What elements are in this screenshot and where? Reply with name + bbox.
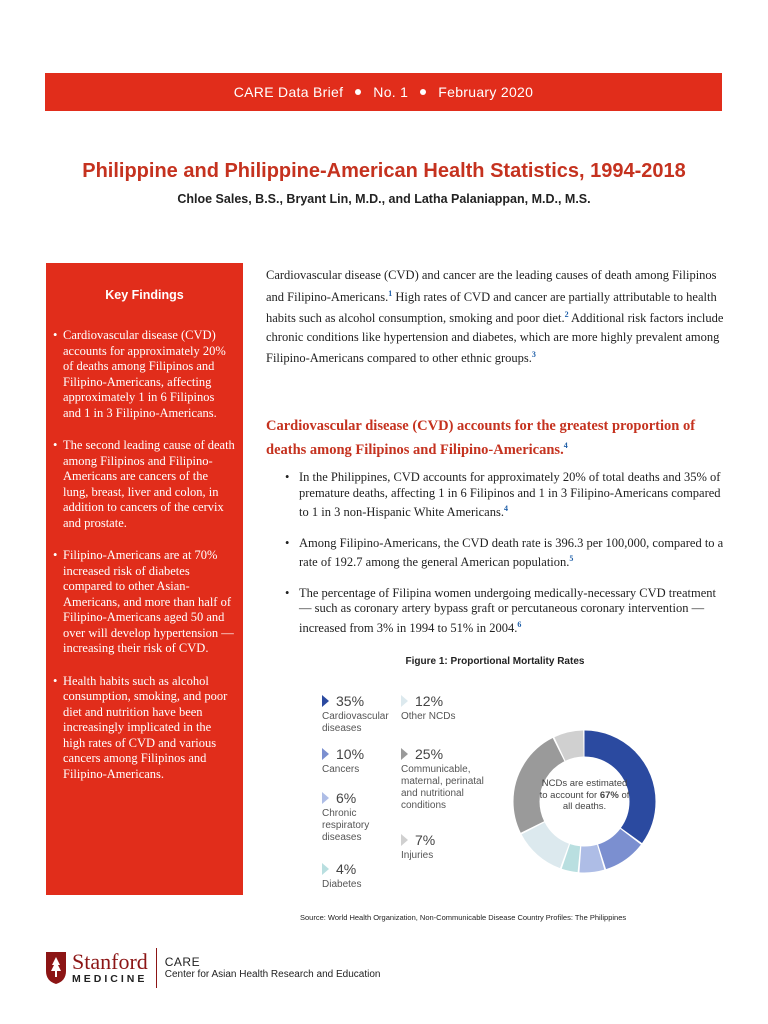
header-banner bbox=[45, 73, 722, 111]
reference-link[interactable]: 5 bbox=[569, 554, 574, 564]
bullet-icon: • bbox=[285, 470, 290, 484]
stat-other-ncds: 12% Other NCDs bbox=[401, 693, 456, 722]
stat-cancers: 10% Cancers bbox=[322, 746, 365, 775]
stat-chronic-respiratory: 6% Chronic respiratory diseases bbox=[322, 790, 370, 843]
reference-link[interactable]: 3 bbox=[531, 350, 536, 360]
separator-dot bbox=[420, 89, 426, 95]
bullet-icon: • bbox=[53, 328, 58, 342]
list-item: • Cardiovascular disease (CVD) accounts for approximately 20% of deaths among Filipinos and Filipino-Americans, affecting approximately 1 in 6 Filipinos and 1 in 3 Filipino-Americans. bbox=[53, 328, 226, 420]
key-findings-panel bbox=[46, 263, 243, 895]
figure-title: Figure 1: Proportional Mortality Rates bbox=[405, 656, 585, 667]
list-item: • Health habits such as alcohol consumption, smoking, and poor diet and nutrition have been increasingly implicated in the high rates of CVD and various cancers among Filipinos and Filipino-Americans. bbox=[53, 673, 228, 781]
stat-injuries: 7% Injuries bbox=[401, 832, 436, 861]
cvd-facts-list bbox=[285, 470, 725, 651]
brief-series: CARE Data Brief bbox=[233, 84, 344, 100]
list-item: • The second leading cause of death among Filipinos and Filipino-Americans are cancers of the lung, breast, liver and colon, in addition to cancers of the cervix and prostate. bbox=[53, 438, 235, 530]
triangle-marker-icon bbox=[401, 834, 408, 846]
list-item: • Filipino-Americans are at 70% increased risk of diabetes compared to other Asian-Americans, and more than half of Filipino-Americans aged 50 and over will develop hypertension — increasing their risk of CVD. bbox=[53, 548, 234, 655]
triangle-marker-icon bbox=[401, 748, 408, 760]
page-title: Philippine and Philippine-American Health Statistics, 1994-2018 bbox=[82, 160, 686, 182]
triangle-marker-icon bbox=[322, 748, 329, 760]
bullet-icon: • bbox=[53, 438, 58, 452]
intro-paragraph: Cardiovascular disease (CVD) and cancer are the leading causes of death among Filipinos and Filipino-Americans.$^1$ High rates of CVD and cancer are partially attributable to health habits such as alcohol consumption, smoking and poor diet.$^2$ Additional risk factors include chronic conditions like hypertension and diabetes, which are more highly prevalent among Filipino-Americans compared to other ethnic groups.$^3$ bbox=[266, 268, 724, 366]
section-heading: Cardiovascular disease (CVD) accounts for the greatest proportion of deaths among Filipinos and Filipino-Americans.$^4$ bbox=[266, 418, 696, 458]
key-findings-list bbox=[46, 328, 243, 782]
bullet-icon: • bbox=[53, 673, 58, 688]
separator-dot bbox=[355, 89, 361, 95]
figure-source: Source: World Health Organization, Non-Communicable Disease Country Profiles: The Philippines bbox=[300, 913, 627, 922]
list-item: • The percentage of Filipina women undergoing medically-necessary CVD treatment — such as coronary artery bypass graft or percutaneous coronary intervention — increased from 3% in 1994 to 51% in 2004.$^6$ bbox=[285, 585, 716, 635]
stanford-wordmark: Stanford MEDICINE bbox=[72, 948, 148, 985]
triangle-marker-icon bbox=[322, 695, 329, 707]
stanford-tree-icon bbox=[45, 951, 67, 985]
reference-link[interactable]: 6 bbox=[517, 619, 522, 629]
brief-number: No. 1 bbox=[373, 84, 409, 100]
donut-center-text: NCDs are estimated to account for 67% of all deaths. bbox=[539, 778, 630, 812]
stat-communicable: 25% Communicable, maternal, perinatal and nutritional conditions bbox=[401, 746, 484, 811]
triangle-marker-icon bbox=[401, 695, 408, 707]
care-wordmark: CARE Center for Asian Health Research and Education bbox=[164, 955, 381, 980]
bullet-icon: • bbox=[285, 585, 290, 600]
authors: Chloe Sales, B.S., Bryant Lin, M.D., and Latha Palaniappan, M.D., M.S. bbox=[177, 192, 591, 206]
list-item: • Among Filipino-Americans, the CVD death rate is 396.3 per 100,000, compared to a rate of 192.7 among the general American population.$^5$ bbox=[285, 535, 724, 570]
brief-date: February 2020 bbox=[438, 84, 534, 100]
stat-diabetes: 4% Diabetes bbox=[322, 861, 362, 890]
stat-cardiovascular: 35% Cardiovascular diseases bbox=[322, 693, 389, 734]
key-findings-heading: Key Findings bbox=[105, 288, 184, 302]
bullet-icon: • bbox=[285, 535, 290, 550]
reference-link[interactable]: 4 bbox=[563, 441, 568, 450]
logo-divider bbox=[156, 948, 157, 988]
reference-link[interactable]: 1 bbox=[388, 288, 393, 298]
reference-link[interactable]: 4 bbox=[503, 504, 508, 513]
bullet-icon: • bbox=[53, 548, 58, 562]
triangle-marker-icon bbox=[322, 863, 329, 875]
stanford-care-logo bbox=[45, 945, 380, 990]
reference-link[interactable]: 2 bbox=[564, 310, 569, 320]
triangle-marker-icon bbox=[322, 792, 329, 804]
list-item: • In the Philippines, CVD accounts for approximately 20% of total deaths and 35% of premature deaths, affecting 1 in 6 Filipinos and 1 in 3 Filipino-Americans compared to 1 in 3 non-Hispanic White Americans.$^4$ bbox=[285, 470, 721, 520]
